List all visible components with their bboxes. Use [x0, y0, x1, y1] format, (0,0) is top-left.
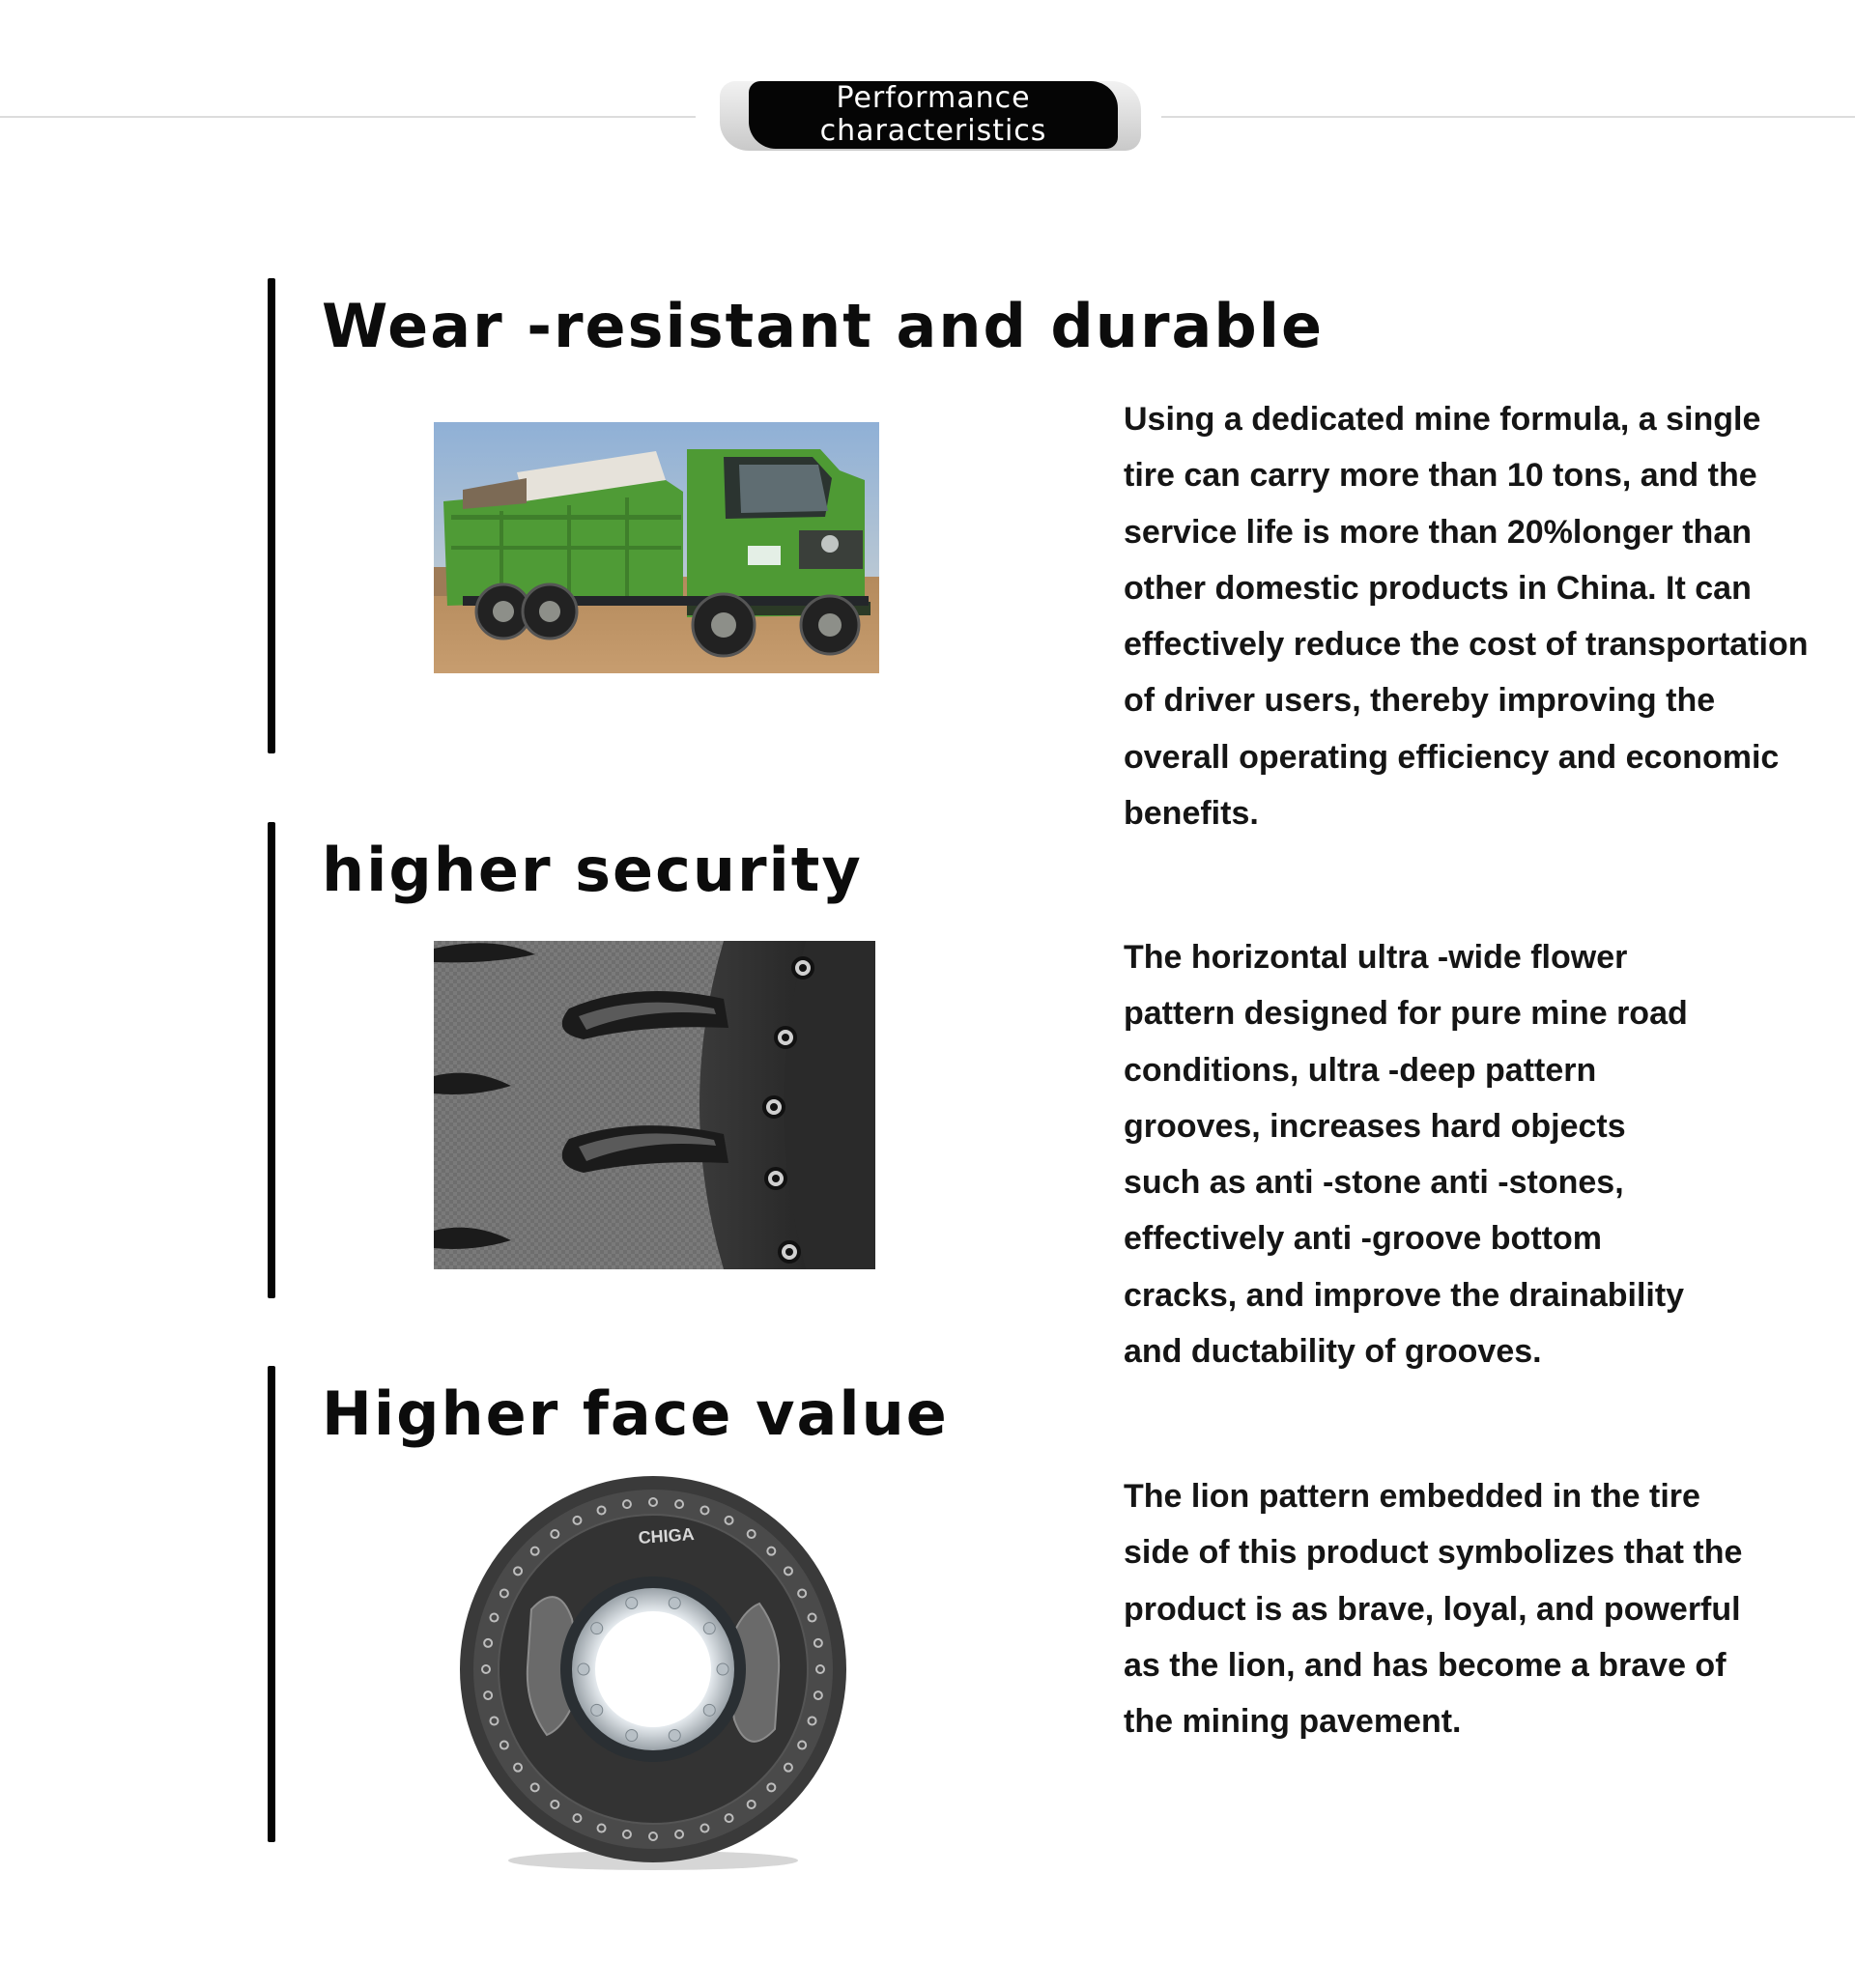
divider-right: [1161, 116, 1855, 118]
dump-truck-photo: [434, 422, 879, 673]
section-accent-bar: [268, 278, 275, 753]
section-description: Using a dedicated mine formula, a single tire can carry more than 10 tons, and the service life is more than 20%longer than other domestic products in China. It can effectively reduce the cost of transportation of driver users, thereby improving the overall operating efficiency and economic benefits.: [1124, 401, 1809, 833]
banner-line-1: Performance: [836, 81, 1031, 115]
section-title: higher security: [322, 835, 863, 905]
tire-brand-logo: CHIGA: [637, 1524, 696, 1548]
lion-pattern-tire: [454, 1474, 852, 1872]
section-description: The horizontal ultra -wide flower pattern designed for pure mine road conditions, ultra -deep pattern grooves, increases hard objects such as anti -stone anti -stones, effectively anti -groove bottom cracks, and improve the drainability and ductability of grooves.: [1124, 939, 1688, 1371]
section-accent-bar: [268, 1366, 275, 1842]
section-description: The lion pattern embedded in the tire side of this product symbolizes that the product is as brave, loyal, and powerful as the lion, and has become a brave of the mining pavement.: [1124, 1478, 1743, 1741]
section-title: Wear -resistant and durable: [322, 291, 1325, 361]
section-title: Higher face value: [322, 1378, 949, 1449]
banner-line-2: characteristics: [819, 114, 1047, 148]
tire-tread-closeup: [434, 941, 875, 1269]
section-banner: [749, 81, 1118, 149]
divider-left: [0, 116, 696, 118]
section-accent-bar: [268, 822, 275, 1298]
